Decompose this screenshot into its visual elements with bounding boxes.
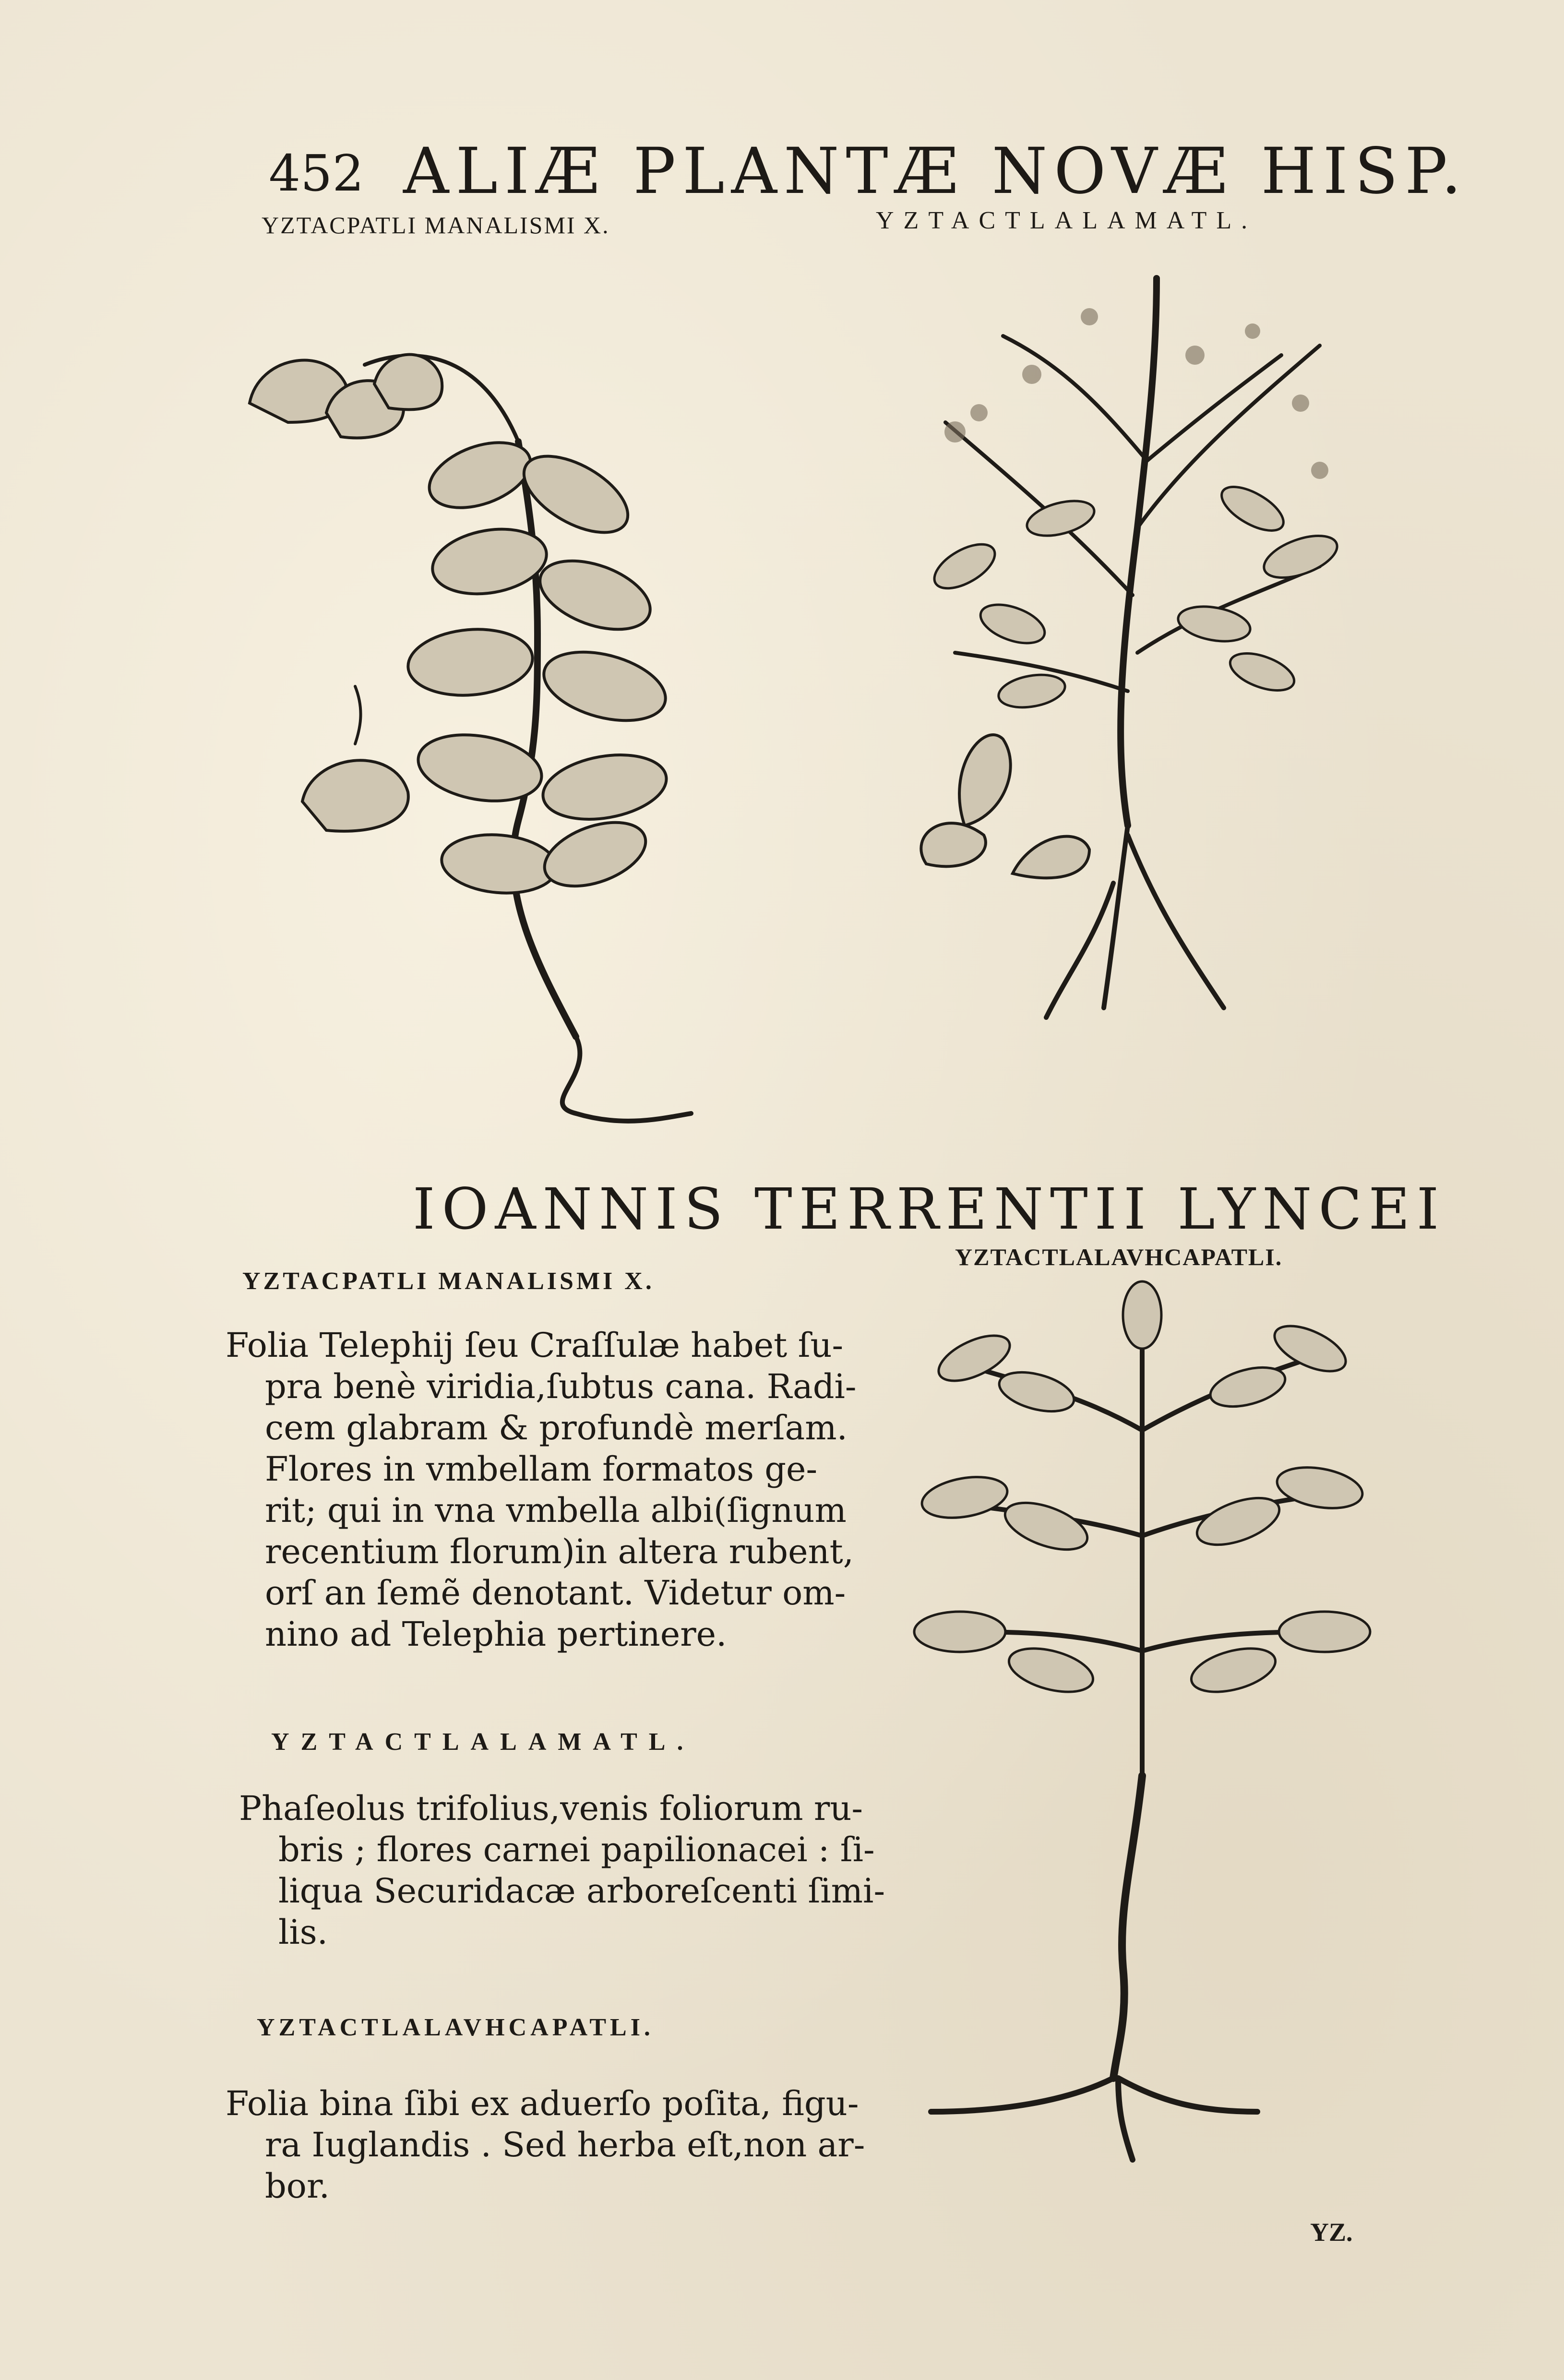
text-line: cem glabram & profundè merſam. bbox=[265, 1408, 848, 1447]
figure-caption-top-right: YZTACTLALAMATL. bbox=[876, 207, 1257, 234]
woodcut-herb-with-root-illustration bbox=[893, 1286, 1421, 2189]
entry-description bbox=[239, 1788, 885, 1953]
catchword: YZ. bbox=[1310, 2218, 1353, 2247]
text-line: nino ad Telephia pertinere. bbox=[265, 1615, 727, 1654]
text-line: rit; qui in vna vmbella albi(ſignum bbox=[265, 1491, 847, 1530]
text-line: Flores in vmbellam formatos ge- bbox=[265, 1449, 818, 1489]
section-heading: IOANNIS TERRENTII LYNCEI bbox=[413, 1176, 1446, 1242]
entry-description bbox=[226, 1325, 857, 1655]
woodcut-shrub-illustration bbox=[888, 259, 1440, 1161]
detached-flower bbox=[302, 686, 408, 831]
entry-title: YZTACTLALAMATL. bbox=[271, 1728, 695, 1756]
text-line: recentium florum)in altera rubent, bbox=[265, 1532, 854, 1571]
entry-description bbox=[226, 2083, 865, 2207]
text-line: orſ an ſemẽ denotant. Videtur om- bbox=[265, 1573, 846, 1613]
text-line: lis. bbox=[278, 1913, 328, 1952]
text-line: Folia Telephij ſeu Craſſulæ habet ſu- bbox=[226, 1326, 844, 1365]
figure-caption-bottom-right: YZTACTLALAVHCAPATLI. bbox=[955, 1244, 1283, 1270]
text-line: Phaſeolus trifolius,venis foliorum ru- bbox=[239, 1789, 863, 1828]
running-head: ALIÆ PLANTÆ NOVÆ HISP. bbox=[403, 134, 1468, 208]
entry-title: YZTACPATLI MANALISMI X. bbox=[242, 1268, 655, 1295]
seed-clusters bbox=[944, 308, 1328, 479]
text-line: liqua Securidacæ arboreſcenti ſimi- bbox=[278, 1871, 885, 1911]
text-line: Folia bina ſibi ex aduerſo poſita, figu- bbox=[226, 2084, 859, 2123]
entry-title: YZTACTLALAVHCAPATLI. bbox=[257, 2014, 654, 2041]
umbel-flower-cluster bbox=[250, 355, 442, 438]
text-line: bor. bbox=[265, 2166, 330, 2206]
shrub-leaves bbox=[921, 478, 1342, 878]
figure-caption-top-left: YZTACPATLI MANALISMI X. bbox=[262, 212, 610, 239]
text-line: pra benè viridia,ſubtus cana. Radi- bbox=[265, 1367, 857, 1406]
text-line: ra Iuglandis . Sed herba eſt,non ar- bbox=[265, 2125, 865, 2165]
page-number: 452 bbox=[269, 144, 364, 203]
woodcut-succulent-illustration bbox=[230, 269, 806, 1157]
text-line: bris ; flores carnei papilionacei : ſi- bbox=[278, 1830, 875, 1869]
